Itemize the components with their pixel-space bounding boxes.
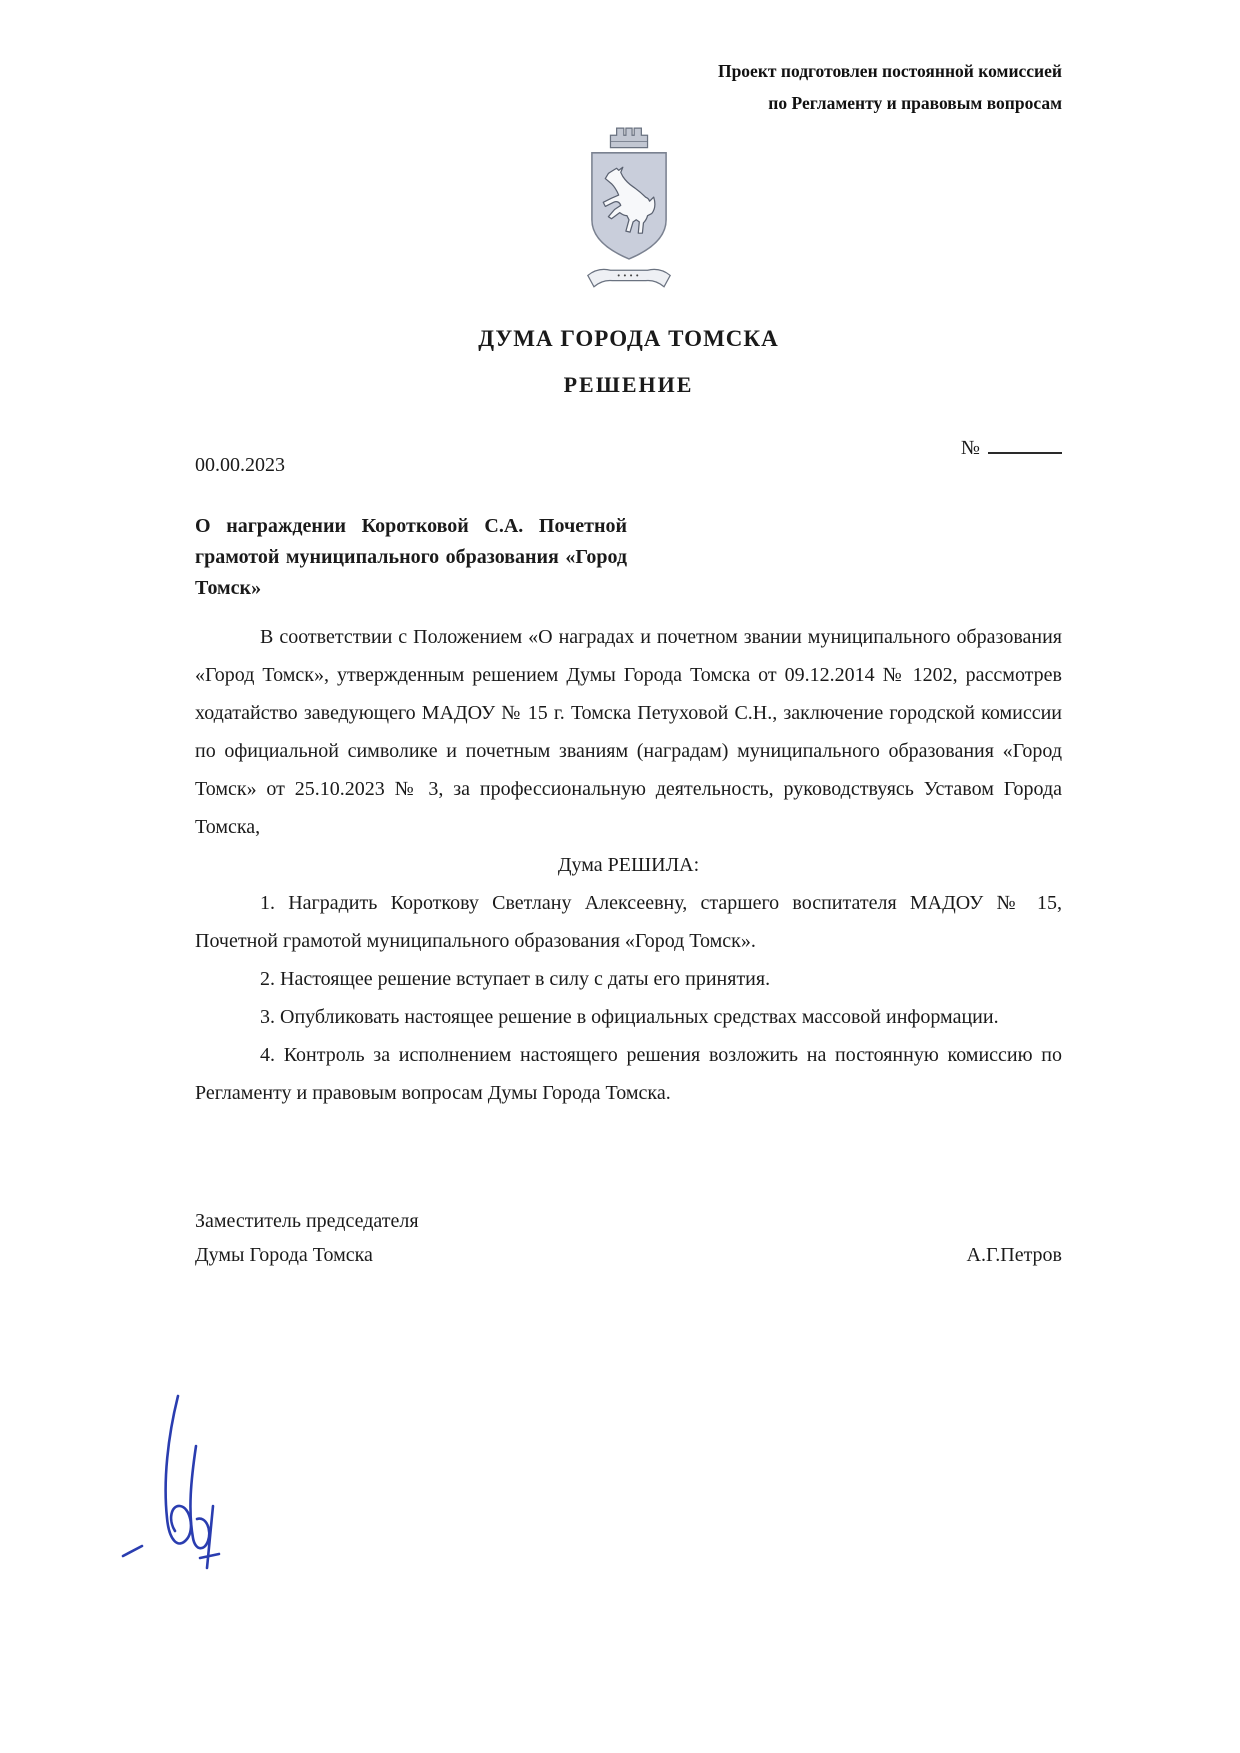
meta-row	[195, 436, 1062, 477]
resolution-item-2: 2. Настоящее решение вступает в силу с даты его принятия.	[260, 968, 771, 990]
signer-name: А.Г.Петров	[966, 1244, 1062, 1266]
mural-crown-icon	[610, 128, 647, 148]
ribbon-icon	[587, 269, 669, 286]
tomsk-coat-of-arms-icon	[577, 125, 681, 295]
document-date: 00.00.2023	[195, 454, 285, 476]
prepared-by-note	[195, 56, 1062, 119]
number-blank-line	[988, 436, 1062, 454]
resolution-item-4: 4. Контроль за исполнением настоящего решения возложить на постоянную комиссию по Регламенту и правовым вопросам Думы Города Томска.	[195, 1044, 1062, 1104]
signer-position	[195, 1204, 419, 1272]
emblem-container	[195, 125, 1062, 300]
resolution-item-3: 3. Опубликовать настоящее решение в официальных средствах массовой информации.	[260, 1006, 999, 1028]
prepared-by-line-1: Проект подготовлен постоянной комиссией	[717, 61, 1062, 81]
number-label: №	[960, 437, 980, 459]
signer-position-line-1: Заместитель председателя	[195, 1210, 419, 1232]
document-type-title: РЕШЕНИЕ	[563, 372, 694, 397]
organization-title: ДУМА ГОРОДА ТОМСКА	[478, 326, 779, 351]
document-number	[961, 436, 1062, 460]
resolution-heading: Дума РЕШИЛА:	[557, 854, 700, 876]
signature-block	[195, 1204, 1062, 1272]
document-body	[195, 618, 1062, 1112]
intro-paragraph: В соответствии с Положением «О наградах и почетном звании муниципального образования «Город Томск», утвержденным решением Думы Города Томска от 09.12.2014 № 1202, рассмотрев ходатайство заведующего МАДОУ № 15 г. Томска Петуховой С.Н., заключение городской комиссии по официальной символике и почетным званиям (наградам) муниципального образования «Город Томск» от 25.10.2023 № 3, за профессиональную деятельность, руководствуясь Уставом Города Томска,	[195, 626, 1062, 838]
signer-position-line-2: Думы Города Томска	[195, 1244, 373, 1266]
resolution-item-1: 1. Наградить Короткову Светлану Алексеевну, старшего воспитателя МАДОУ № 15, Почетной грамотой муниципального образования «Город Томск».	[195, 892, 1062, 952]
prepared-by-line-2: по Регламенту и правовым вопросам	[768, 92, 1062, 113]
document-subject: О награждении Коротковой С.А. Почетной грамотой муниципального образования «Город Томск»	[195, 515, 627, 599]
handwritten-signature	[116, 1388, 251, 1583]
